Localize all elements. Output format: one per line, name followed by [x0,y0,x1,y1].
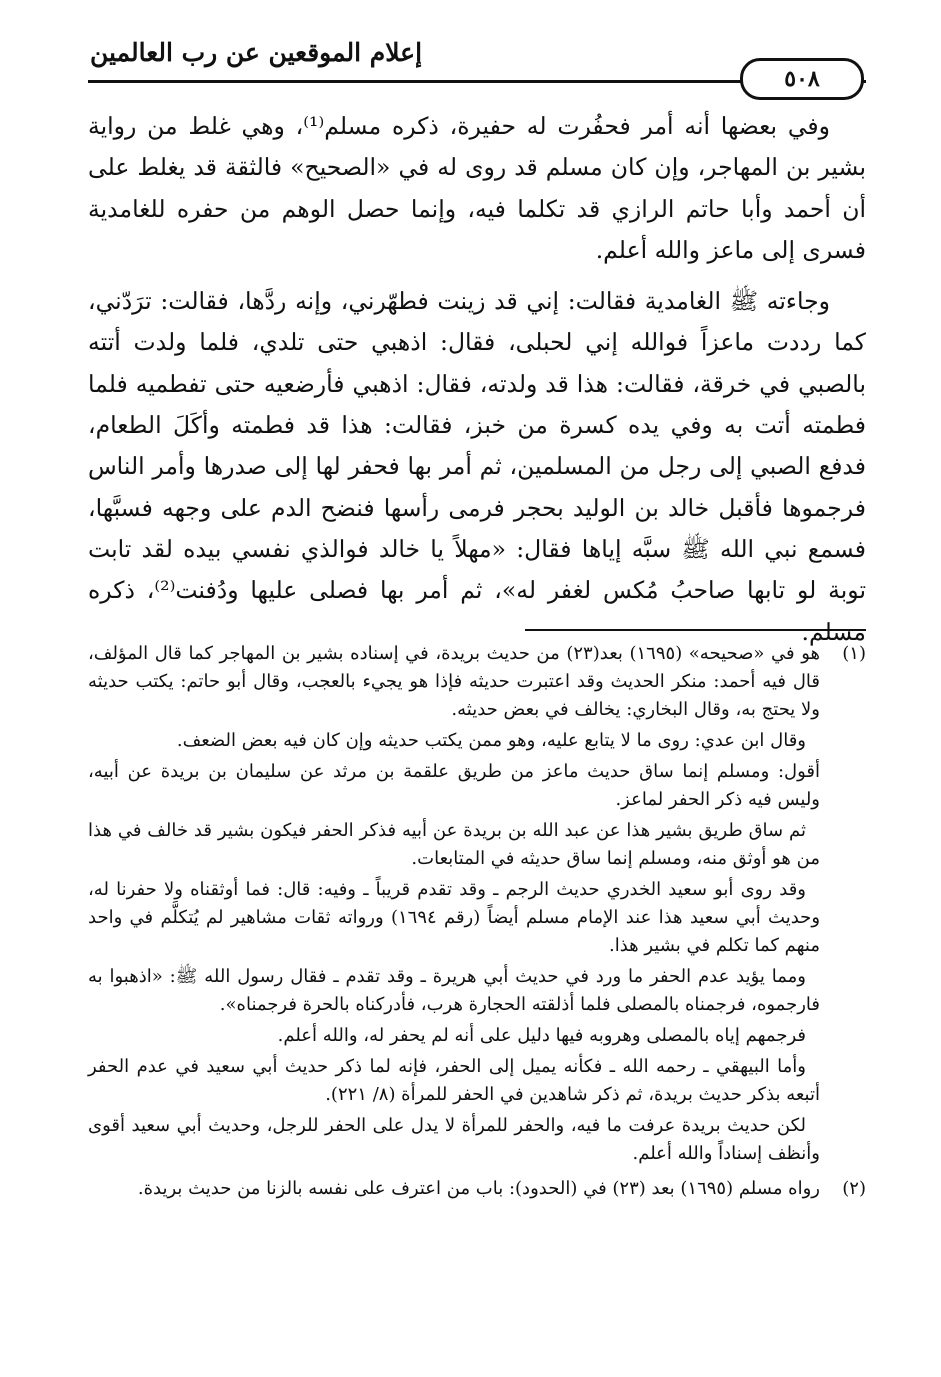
running-header-title: إعلام الموقعين عن رب العالمين [90,38,423,67]
body-paragraph: وفي بعضها أنه أمر فحفُرت له حفيرة، ذكره مسلم⁽¹⁾، وهي غلط من رواية بشير بن المهاجر، وإن كان مسلم قد روى له في «الصحيح» فالثقة قد يغلط على أن أحمد وأبا حاتم الرازي قد تكلما فيه، وإنما حصل الوهم من حفره للغامدية فسرى إلى ماعز والله أعلم. [88,112,867,264]
footnote-number: (١) [842,643,866,664]
footnote-paragraph: هو في «صحيحه» (١٦٩٥) بعد(٢٣) من حديث بريدة، في إسناده بشير بن المهاجر كما قال المؤلف، قال فيه أحمد: منكر الحديث وقد اعتبرت حديثه فإذا هو يجيء بالعجب، وقال أبو حاتم: يكتب حديثه ولا يحتج به، وقال البخاري: يخالف في بعض حديثه. [88,643,820,720]
page-number-badge: ٥٠٨ [740,58,864,100]
footnotes-section [88,640,866,1206]
footnote-paragraph: وأما البيهقي ـ رحمه الله ـ فكأنه يميل إلى الحفر، فإنه لما ذكر حديث أبي سعيد في عدم الحفر أتبعه بذكر حديث بريدة، ثم ذكر شاهدين في الحفر للمرأة (٨/ ٢٢١). [88,1056,820,1105]
footnote-paragraph: ومما يؤيد عدم الحفر ما ورد في حديث أبي هريرة ـ وقد تقدم ـ فقال رسول الله ﷺ: «اذهبوا به فارجموه، فرجمناه بالمصلى فلما أذلقته الحجارة هرب، فأدركناه بالحرة فرجمناه». [88,966,820,1015]
footnote-separator [525,629,866,631]
footnote-body [88,640,820,1171]
footnote-paragraph: وقد روى أبو سعيد الخدري حديث الرجم ـ وقد تقدم قريباً ـ وفيه: قال: فما أوثقناه ولا حفرنا له، وحديث أبي سعيد هذا عند الإمام مسلم أيضاً (رقم ١٦٩٤) ورواته ثقات مشاهير لم يُتكلَّم في واحد منهم كما تكلم في بشير هذا. [88,879,821,956]
footnote-paragraph: رواه مسلم (١٦٩٥) بعد (٢٣) في (الحدود): باب من اعترف على نفسه بالزنا من حديث بريدة. [137,1178,820,1199]
footnote-paragraph: فرجمهم إياه بالمصلى وهروبه فيها دليل على أنه لم يحفر له، والله أعلم. [277,1025,806,1046]
footnote [88,640,866,1171]
footnote [88,1175,866,1206]
main-body-text [88,106,866,653]
footnote-paragraph: لكن حديث بريدة عرفت ما فيه، والحفر للمرأة لا يدل على الحفر للرجل، وحديث أبي سعيد أقوى وأنظف إسناداً والله أعلم. [88,1115,820,1164]
footnote-paragraph: وقال ابن عدي: روى ما لا يتابع عليه، وهو ممن يكتب حديثه وإن كان فيه بعض الضعف. [176,730,806,751]
footnote-number: (٢) [842,1178,866,1199]
footnote-body [88,1175,820,1206]
footnote-paragraph: ثم ساق طريق بشير هذا عن عبد الله بن بريدة عن أبيه فذكر الحفر فيكون بشير قد خالف في هذا من هو أوثق منه، ومسلم إنما ساق حديثه في المتابعات. [88,820,820,869]
body-paragraph: وجاءته ﷺ الغامدية فقالت: إني قد زينت فطهّرني، وإنه ردَّها، فقالت: ترَدّني، كما رددت ماعزاً فوالله إني لحبلى، فقال: اذهبي حتى تلدي، فلما ولدت أتته بالصبي في خرقة، فقالت: هذا قد ولدته، فقال: اذهبي فأرضعيه حتى تفطميه فلما فطمته أتت به وفي يده كسرة من خبز، فقالت: هذا قد فطمته وأكَلَ الطعام، فدفع الصبي إلى رجل من المسلمين، ثم أمر بها فحفر لها إلى صدرها وأمر الناس فرجموها فأقبل خالد بن الوليد بحجر فرمى رأسها فنضح الدم على وجهه فسبَّها، فسمع نبي الله ﷺ سبَّه إياها فقال: «مهلاً يا خالد فوالذي نفسي بيده لقد تابت توبة لو تابها صاحبُ مُكس لغفر له»، ثم أمر بها فصلى عليها ودُفنت⁽²⁾، ذكره مسلم. [88,287,866,646]
footnote-paragraph: أقول: ومسلم إنما ساق حديث ماعز من طريق علقمة بن مرثد عن سليمان بن بريدة عن أبيه، وليس فيه ذكر الحفر لماعز. [88,761,820,810]
